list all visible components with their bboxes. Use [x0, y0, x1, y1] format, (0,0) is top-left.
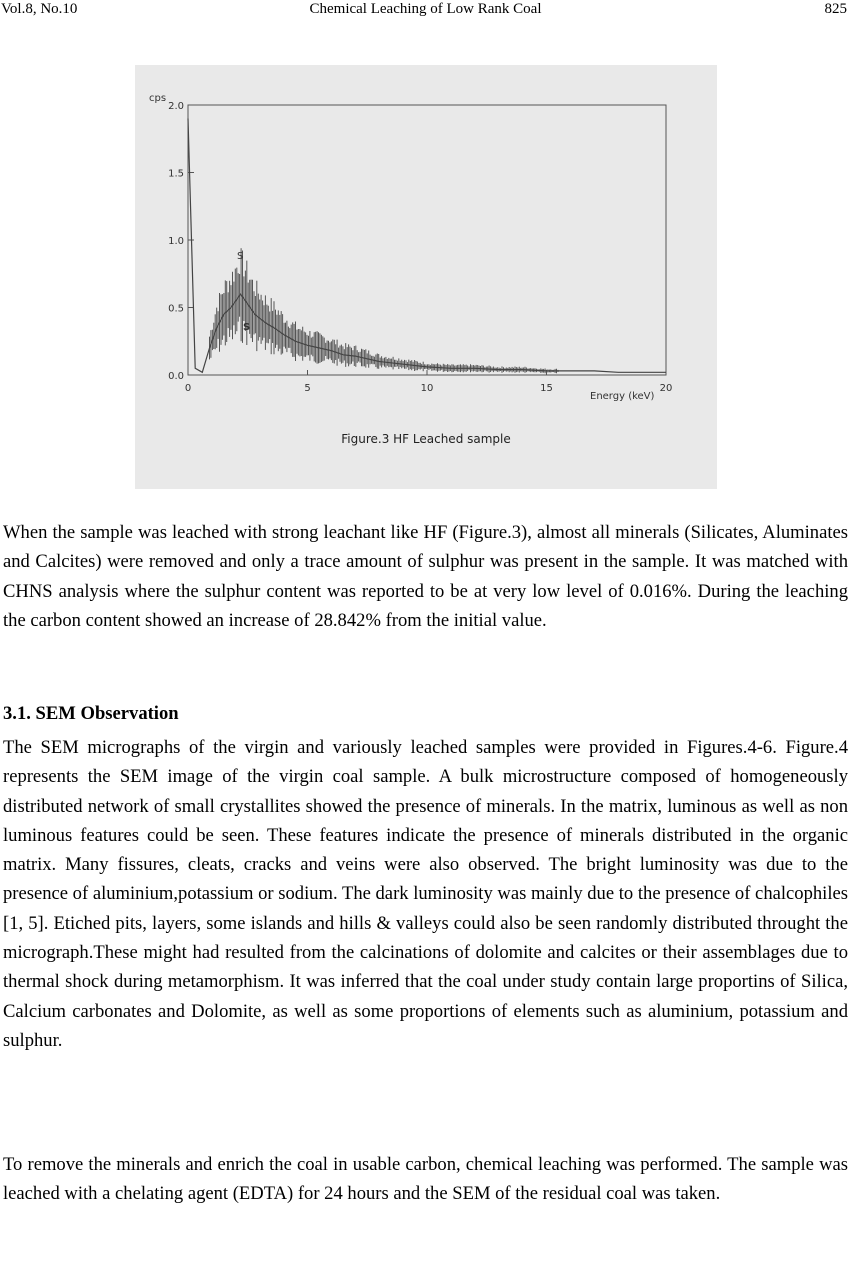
x-tick-label: 5 [304, 383, 311, 394]
paragraph-edta-leaching: To remove the minerals and enrich the coal in usable carbon, chemical leaching was performed. The sample was leached with a chelating agent (EDTA) for 24 hours and the SEM of the residual coal was taken. [3, 1154, 848, 1205]
x-tick-label: 20 [659, 383, 673, 394]
y-tick-label: 2.0 [168, 101, 184, 112]
y-tick-label: 0.5 [168, 303, 184, 315]
peak-label-s-second: S [243, 322, 251, 333]
x-axis-label: Energy (keV) [590, 391, 655, 402]
edx-spectrum-chart [135, 65, 717, 489]
peak-label-s: S [237, 251, 244, 262]
x-tick-label: 0 [184, 383, 192, 394]
y-axis-label: cps [149, 93, 167, 104]
figure-caption: Figure.3 HF Leached sample [341, 432, 511, 446]
y-tick-label: 0.0 [168, 371, 184, 382]
page-number: 825 [824, 1, 847, 17]
running-title: Chemical Leaching of Low Rank Coal [309, 1, 542, 17]
x-tick-label: 10 [420, 383, 434, 394]
spectrum-noise [210, 248, 559, 373]
paragraph-hf-leaching: When the sample was leached with strong leachant like HF (Figure.3), almost all minerals (Silicates, Aluminates and Calcites) were removed and only a trace amount of sulphur was present in the sample. It was matched with CHNS analysis where the sulphur content was reported to be at very low level of 0.016%. During the leaching the carbon content showed an increase of 28.842% from the initial value. [3, 522, 848, 631]
y-tick-label: 1.0 [168, 236, 184, 247]
x-tick-label: 15 [540, 383, 553, 394]
journal-volume: Vol.8, No.10 [1, 1, 78, 17]
running-header [0, 0, 851, 22]
y-tick-label: 1.5 [168, 168, 184, 180]
section-heading-sem: 3.1. SEM Observation [3, 703, 179, 724]
y-ticks [168, 101, 194, 382]
figure-3 [135, 65, 717, 489]
paragraph-sem-observation: The SEM micrographs of the virgin and variously leached samples were provided in Figures.4-6. Figure.4 represents the SEM image of the virgin coal sample. A bulk microstructure composed of homogeneously distributed network of small crystallites showed the presence of minerals. In the matrix, luminous as well as non luminous features could be seen. These features indicate the presence of minerals distributed in the organic matrix. Many fissures, cleats, cracks and veins were also observed. The bright luminosity was due to the presence of aluminium,potassium or sodium. The dark luminosity was mainly due to the presence of chalcophiles [1, 5]. Etiched pits, layers, some islands and hills & valleys could also be seen randomly distributed throught the micrograph.These might had resulted from the calcinations of dolomite and calcites or their assemblages due to thermal shock during metamorphism. It was inferred that the coal under study contain large proportins of Silica, Calcium carbonates and Dolomite, as well as some proportions of elements such as aluminium, potassium and sulphur. [3, 737, 848, 1051]
